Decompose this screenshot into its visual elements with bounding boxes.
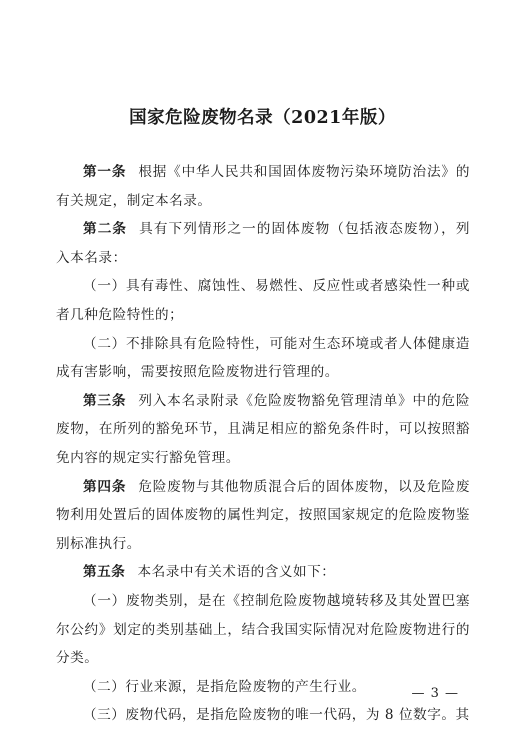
paragraph-article-3	[56, 387, 470, 473]
article-label: 第一条	[83, 164, 127, 180]
document-title: 国家危险废物名录（2021年版）	[129, 108, 396, 128]
paragraph-text: 具有下列情形之一的固体废物（包括液态废物），列入本名录：	[56, 221, 470, 266]
paragraph-article-2	[56, 215, 470, 272]
article-label: 第四条	[83, 478, 127, 495]
paragraph-definition-2	[56, 673, 470, 702]
paragraph-text: （一）具有毒性、腐蚀性、易燃性、反应性或者感染性一种或者几种危险特性的；	[56, 278, 470, 323]
paragraph-definition-1	[56, 587, 470, 673]
paragraph-text: （二）不排除具有危险特性，可能对生态环境或者人体健康造成有害影响，需要按照危险废物进行管理的。	[56, 335, 470, 381]
paragraph-text: 危险废物与其他物质混合后的固体废物，以及危险废物利用处置后的固体废物的属性判定，按照国家规定的危险废物鉴别标准执行。	[56, 478, 470, 552]
article-label: 第二条	[83, 221, 128, 238]
document-body	[56, 158, 470, 730]
paragraph-article-5	[56, 558, 470, 587]
paragraph-text: 本名录中有关术语的含义如下：	[137, 564, 336, 581]
paragraph-item-1	[56, 272, 470, 329]
paragraph-definition-3	[56, 701, 470, 730]
paragraph-text: （三）废物代码，是指危险废物的唯一代码，为 8 位数字。其	[83, 707, 470, 724]
paragraph-text: （一）废物类别，是在《控制危险废物越境转移及其处置巴塞尔公约》划定的类别基础上，结合我国实际情况对危险废物进行的分类。	[56, 592, 470, 667]
paragraph-article-4	[56, 473, 470, 559]
paragraph-text: （二）行业来源，是指危险废物的产生行业。	[83, 678, 366, 695]
paragraph-text: 根据《中华人民共和国固体废物污染环境防治法》的有关规定，制定本名录。	[56, 164, 470, 209]
page-number: — 3 —	[411, 686, 459, 701]
paragraph-text: 列入本名录附录《危险废物豁免管理清单》中的危险废物，在所列的豁免环节，且满足相应的豁免条件时，可以按照豁免内容的规定实行豁免管理。	[56, 392, 470, 466]
paragraph-article-1	[56, 158, 470, 215]
paragraph-item-2	[56, 330, 470, 387]
article-label: 第五条	[83, 564, 126, 581]
article-label: 第三条	[83, 392, 127, 409]
